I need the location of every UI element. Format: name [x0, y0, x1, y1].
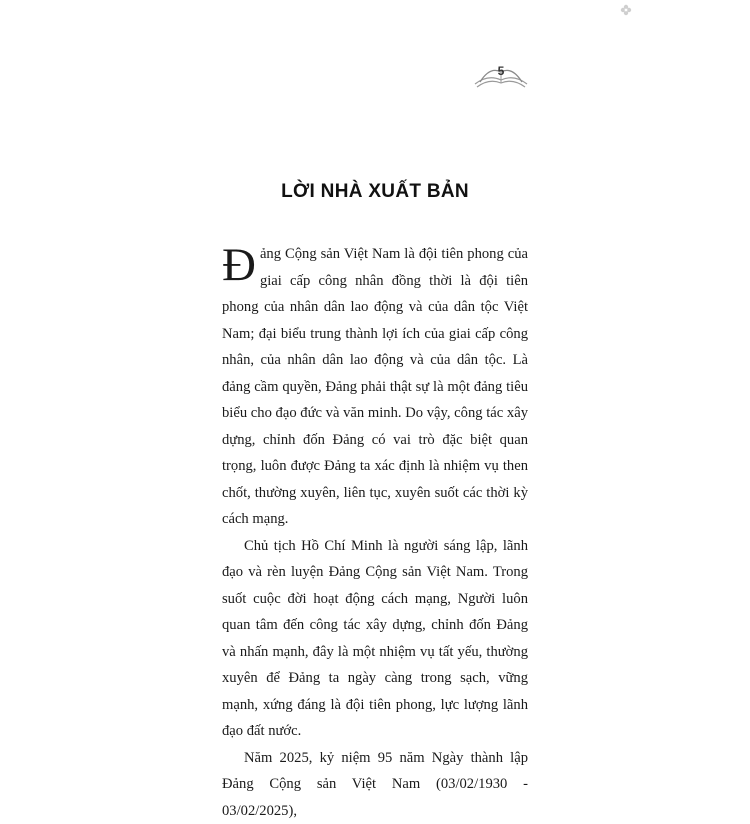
- body-text: [222, 241, 528, 824]
- paragraph: [222, 241, 528, 533]
- paragraph: Năm 2025, kỷ niệm 95 năm Ngày thành lập Đảng Cộng sản Việt Nam (03/02/1930 - 03/02/2025),: [222, 745, 528, 824]
- page-number: 5: [472, 64, 530, 78]
- chapter-title: LỜI NHÀ XUẤT BẢN: [0, 181, 750, 203]
- drop-cap: Đ: [222, 246, 256, 284]
- paragraph: Chủ tịch Hồ Chí Minh là người sáng lập, lãnh đạo và rèn luyện Đảng Cộng sản Việt Nam. Trong suốt cuộc đời hoạt động cách mạng, Người luôn quan tâm đến công tác xây dựng, chỉnh đốn Đảng và nhấn mạnh, đây là một nhiệm vụ tất yếu, thường xuyên để Đảng ta ngày càng trong sạch, vững mạnh, xứng đáng là đội tiên phong, lực lượng lãnh đạo đất nước.: [222, 533, 528, 745]
- flower-icon: [619, 3, 633, 17]
- paragraph-text: ảng Cộng sản Việt Nam là đội tiên phong của giai cấp công nhân đồng thời là đội tiên phong của nhân dân lao động và của dân tộc Việt Nam; đại biểu trung thành lợi ích của giai cấp công nhân, của nhân dân lao động và của dân tộc. Là đảng cầm quyền, Đảng phải thật sự là một đảng tiêu biểu cho đạo đức và văn minh. Do vậy, công tác xây dựng, chỉnh đốn Đảng có vai trò đặc biệt quan trọng, luôn được Đảng ta xác định là nhiệm vụ then chốt, thường xuyên, liên tục, xuyên suốt các thời kỳ cách mạng.: [222, 246, 528, 527]
